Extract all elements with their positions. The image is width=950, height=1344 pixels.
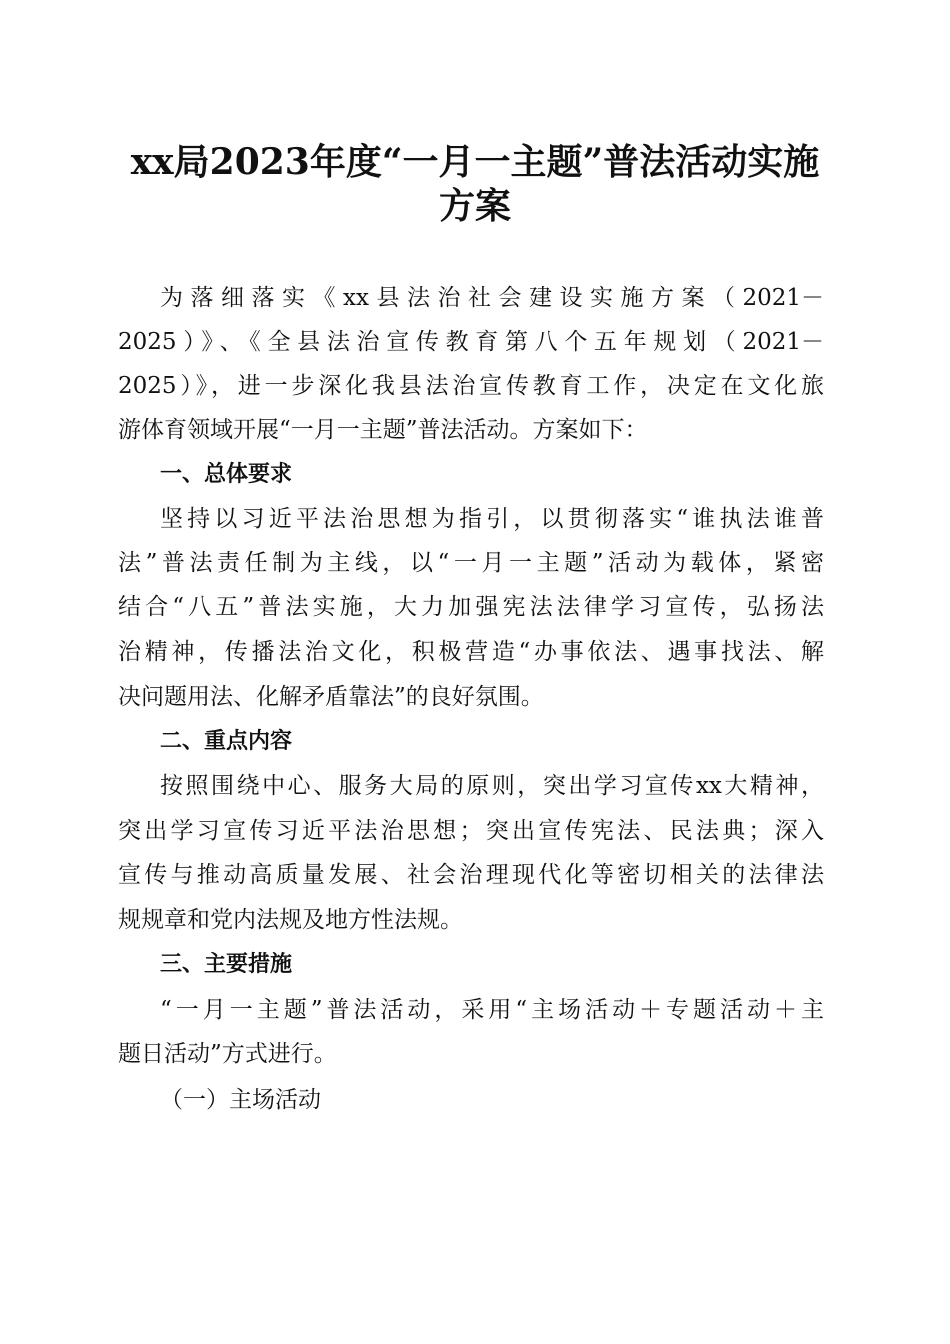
section-1-line-5: 决问题用法、化解矛盾靠法”的良好氛围。 bbox=[118, 684, 544, 710]
section-2-line-4: 规规章和党内法规及地方性法规。 bbox=[118, 907, 463, 933]
intro-line-2: 2025）》、《全县法治宣传教育第八个五年规划（2021－ bbox=[118, 329, 824, 355]
section-1-line-4: 治精神，传播法治文化，积极营造“办事依法、遇事找法、解 bbox=[118, 639, 824, 665]
intro-line-1: 为落细落实《xx县法治社会建设实施方案（2021－ bbox=[160, 285, 824, 311]
section-2-line-2: 突出学习宣传习近平法治思想；突出宣传宪法、民法典；深入 bbox=[118, 818, 824, 844]
section-heading-general-requirements: 一、总体要求 bbox=[160, 462, 293, 487]
subheading-main-activity: （一）主场活动 bbox=[160, 1087, 321, 1113]
section-3-line-2: 题日活动”方式进行。 bbox=[118, 1041, 337, 1067]
section-1-line-3: 结合“八五”普法实施，大力加强宪法法律学习宣传，弘扬法 bbox=[118, 594, 824, 620]
section-heading-key-content: 二、重点内容 bbox=[160, 729, 293, 754]
section-heading-main-measures: 三、主要措施 bbox=[160, 952, 293, 977]
section-1-line-2: 法”普法责任制为主线，以“一月一主题”活动为载体，紧密 bbox=[118, 550, 824, 576]
document-title-line-1: xx局2023年度“一月一主题”普法活动实施 bbox=[130, 141, 820, 183]
section-2-line-3: 宣传与推动高质量发展、社会治理现代化等密切相关的法律法 bbox=[118, 862, 824, 888]
section-2-line-1: 按照围绕中心、服务大局的原则，突出学习宣传xx大精神， bbox=[160, 773, 824, 799]
intro-line-4: 游体育领域开展“一月一主题”普法活动。方案如下： bbox=[118, 417, 648, 443]
section-3-line-1: “一月一主题”普法活动，采用“主场活动＋专题活动＋主 bbox=[160, 997, 824, 1023]
section-1-line-1: 坚持以习近平法治思想为指引，以贯彻落实“谁执法谁普 bbox=[160, 506, 824, 532]
document-title-line-2: 方案 bbox=[438, 185, 511, 227]
intro-line-3: 2025）》，进一步深化我县法治宣传教育工作，决定在文化旅 bbox=[118, 373, 824, 399]
